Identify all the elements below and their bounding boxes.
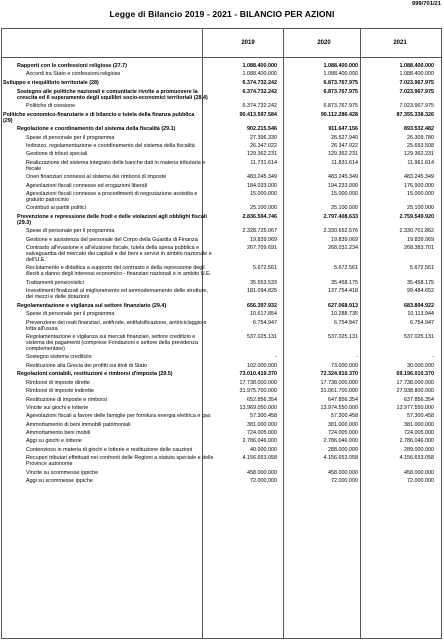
action-row bbox=[2, 245, 441, 263]
row-value-2019: 652.856.354 bbox=[247, 396, 277, 403]
program-row bbox=[2, 303, 441, 309]
action-row bbox=[2, 380, 441, 386]
row-value-2019: 19.839.069 bbox=[250, 236, 277, 243]
column-header-2019: 2019 bbox=[241, 40, 255, 46]
row-value-2020: 17.738.000.000 bbox=[320, 379, 358, 386]
page-number: 999/701/21 bbox=[411, 1, 441, 7]
action-row bbox=[2, 103, 441, 109]
row-value-2020: 6.873.767.975 bbox=[323, 88, 358, 95]
row-value-2019: 902.215.546 bbox=[247, 126, 277, 133]
row-value-2021: 268.383.701 bbox=[404, 245, 434, 252]
row-value-2020: 31.061.700.000 bbox=[320, 388, 358, 395]
row-value-2021: 10.113.944 bbox=[407, 311, 434, 318]
row-value-2020: 15.000.000 bbox=[331, 190, 358, 197]
row-value-2019: 381.000.000 bbox=[247, 421, 277, 428]
row-value-2019: 656.397.932 bbox=[247, 302, 277, 309]
row-value-2019: 13.969.050.000 bbox=[239, 404, 277, 411]
action-row bbox=[2, 354, 441, 360]
row-value-2021: 537.025.131 bbox=[404, 333, 434, 340]
row-value-2021: 15.000.000 bbox=[407, 190, 434, 197]
action-row bbox=[2, 478, 441, 484]
row-value-2019: 4.156.653.058 bbox=[242, 455, 277, 462]
action-row bbox=[2, 160, 441, 172]
row-value-2021: 5.672.561 bbox=[410, 265, 434, 272]
row-value-2019: 11.731.614 bbox=[250, 159, 277, 166]
row-value-2020: 26.527.940 bbox=[331, 134, 358, 141]
row-label: Restituzione alla Grecia dei profitti sui titoli di Stato bbox=[26, 362, 148, 369]
program-row bbox=[2, 63, 441, 69]
row-value-2019: 10.617.854 bbox=[250, 311, 277, 318]
budget-table bbox=[1, 28, 442, 639]
row-value-2021: 289.000.000 bbox=[404, 446, 434, 453]
row-value-2019: 31.975.700.000 bbox=[239, 388, 277, 395]
row-label: Indirizzo, regolamentazione e coordinamento del sistema della fiscalità bbox=[26, 142, 195, 149]
row-value-2019: 40.000.000 bbox=[250, 446, 277, 453]
row-value-2021: 30.000.000 bbox=[407, 362, 434, 369]
row-label: Restituzione di imposte e rimborsi bbox=[26, 396, 107, 403]
row-value-2019: 6.754.947 bbox=[253, 319, 277, 326]
row-label: Regolamentazione e vigilanza sul settore finanziario (29.4) bbox=[17, 302, 167, 309]
row-value-2021: 7.023.967.975 bbox=[399, 88, 434, 95]
row-value-2020: 72.000.000 bbox=[331, 478, 358, 485]
document-title: Legge di Bilancio 2019 - 2021 - BILANCIO PER AZIONI bbox=[109, 9, 335, 19]
action-row bbox=[2, 280, 441, 286]
row-value-2021: 25.100.000 bbox=[407, 205, 434, 212]
row-label: Reclutamento e didattica a supporto del contrasto e della repressione degli illeciti a danno degli interessi economico - finanziari nazionali e in ambito U.E. bbox=[26, 265, 212, 278]
action-row bbox=[2, 288, 441, 300]
row-value-2019: 15.000.000 bbox=[250, 190, 277, 197]
row-label: Realizzazione del sistema integrato delle banche dati in materia tributaria e fiscale bbox=[26, 159, 206, 172]
row-value-2020: 73.000.000 bbox=[331, 362, 358, 369]
row-value-2020: 72.324.910.370 bbox=[320, 371, 358, 378]
row-value-2020: 57.300.458 bbox=[331, 413, 358, 420]
row-value-2020: 268.031.234 bbox=[328, 245, 358, 252]
mission-row bbox=[2, 112, 441, 124]
row-value-2021: 724.005.000 bbox=[404, 430, 434, 437]
action-row bbox=[2, 405, 441, 411]
row-value-2020: 35.458.175 bbox=[331, 279, 358, 286]
row-value-2021: - bbox=[432, 354, 434, 361]
row-value-2021: 893.532.482 bbox=[404, 126, 434, 133]
action-row bbox=[2, 265, 441, 277]
row-value-2021: 1.088.400.000 bbox=[399, 63, 434, 69]
row-value-2020: 137.754.418 bbox=[328, 288, 358, 295]
row-value-2021: 35.458.175 bbox=[407, 279, 434, 286]
row-label: Oneri finanziari connessi al sistema dei rimborsi di imposte bbox=[26, 174, 167, 181]
row-label: Agevolazioni fiscali a favore delle famiglie per fornitura energia elettrica e gas bbox=[26, 413, 211, 420]
row-value-2021: 72.000.000 bbox=[407, 478, 434, 485]
row-value-2019: 1.088.400.000 bbox=[242, 63, 277, 69]
row-label: Rimborsi di imposte dirette bbox=[26, 379, 90, 386]
action-row bbox=[2, 447, 441, 453]
row-value-2021: 17.738.000.000 bbox=[396, 379, 434, 386]
row-value-2021: 7.023.967.975 bbox=[399, 102, 434, 109]
row-value-2021: 4.156.653.058 bbox=[399, 455, 434, 462]
row-value-2019: 537.025.131 bbox=[247, 333, 277, 340]
row-value-2019: 724.005.000 bbox=[247, 430, 277, 437]
action-row bbox=[2, 422, 441, 428]
row-label: Investimenti finalizzati al miglioramento ed ammodernamento delle strutture, dei mezzi e delle dotazioni bbox=[26, 288, 208, 301]
action-row bbox=[2, 363, 441, 369]
row-label: Regolazioni contabili, restituzioni e rimborsi d'imposta (29.5) bbox=[17, 371, 173, 378]
row-value-2019: 458.000.000 bbox=[247, 469, 277, 476]
program-row bbox=[2, 126, 441, 132]
row-value-2020: 537.025.131 bbox=[328, 333, 358, 340]
row-value-2019: 6.374.732.242 bbox=[242, 88, 277, 95]
row-label: Sostegno alle politiche nazionali e comunitarie rivolte a promuovere la crescita ed il superamento degli squilibri socio-economici territoriali (28.4) bbox=[17, 88, 208, 101]
row-label: Vincite sui giochi e lotterie bbox=[26, 404, 89, 411]
action-row bbox=[2, 143, 441, 149]
row-value-2020: 194.233.000 bbox=[328, 182, 358, 189]
row-value-2021: 57.300.458 bbox=[407, 413, 434, 420]
column-header-2020: 2020 bbox=[317, 40, 331, 46]
row-value-2020: 458.000.000 bbox=[328, 469, 358, 476]
row-value-2020: 6.754.947 bbox=[334, 319, 358, 326]
row-value-2019: 184.033.000 bbox=[247, 182, 277, 189]
row-label: Prevenzione dei reati finanziari, antifrode, antifalsificazione, antiriciclaggio e lotta all'usura bbox=[26, 319, 207, 332]
row-label: Regolazione e coordinamento del sistema della fiscalità (29.1) bbox=[17, 126, 176, 133]
row-label: Gestione e assistenza del personale del Corpo della Guardia di Finanza bbox=[26, 236, 198, 243]
row-value-2021: 26.309.780 bbox=[407, 134, 434, 141]
row-value-2019: 73.010.419.370 bbox=[239, 371, 277, 378]
row-value-2021: 1.088.400.000 bbox=[399, 71, 434, 78]
row-value-2019: 129.362.231 bbox=[247, 151, 277, 158]
row-label: Aggi su scommesse ippiche bbox=[26, 478, 93, 485]
row-label: Regolamentazione e vigilanza sui mercati finanziari, settore creditizio e sistema dei pagamenti (comprese Fondazioni e settore della previdenza complementare) bbox=[26, 333, 198, 352]
row-value-2020: 10.288.735 bbox=[331, 311, 358, 318]
row-value-2019: 181.094.825 bbox=[247, 288, 277, 295]
row-value-2020: 288.000.000 bbox=[328, 446, 358, 453]
row-value-2019: 6.374.732.242 bbox=[242, 102, 277, 109]
row-value-2019: 27.396.330 bbox=[250, 134, 277, 141]
row-value-2020: 2.797.408.633 bbox=[323, 213, 358, 220]
row-value-2021: 25.653.508 bbox=[407, 142, 434, 149]
action-row bbox=[2, 470, 441, 476]
row-value-2020: - bbox=[356, 354, 358, 361]
row-value-2020: 647.856.354 bbox=[328, 396, 358, 403]
action-row bbox=[2, 135, 441, 141]
action-row bbox=[2, 320, 441, 332]
column-header-2021: 2021 bbox=[393, 40, 407, 46]
row-value-2020: 483.245.349 bbox=[328, 174, 358, 181]
row-label: Politiche di coesione bbox=[26, 102, 76, 109]
row-value-2019: 26.347.022 bbox=[250, 142, 277, 149]
row-value-2020: 724.005.000 bbox=[328, 430, 358, 437]
row-label: Ammortamento di beni immobili patrimoniali bbox=[26, 421, 131, 428]
action-row bbox=[2, 183, 441, 189]
row-value-2020: 2.786.046.000 bbox=[323, 438, 358, 445]
action-row bbox=[2, 237, 441, 243]
row-value-2019: 6.374.732.242 bbox=[242, 79, 277, 86]
row-value-2020: 1.088.400.000 bbox=[323, 63, 358, 69]
row-label: Ammortamento beni mobili bbox=[26, 430, 91, 437]
row-value-2020: 19.839.069 bbox=[331, 236, 358, 243]
row-label: Sostegno sistema creditizio bbox=[26, 354, 92, 361]
row-value-2020: 911.647.156 bbox=[328, 126, 358, 133]
table-header bbox=[2, 29, 441, 58]
row-label: Gestione di tributi speciali bbox=[26, 151, 88, 158]
row-value-2021: 2.330.701.862 bbox=[399, 228, 434, 235]
row-value-2019: 72.000.000 bbox=[250, 478, 277, 485]
row-value-2021: 13.977.550.000 bbox=[396, 404, 434, 411]
row-value-2021: 69.196.010.370 bbox=[396, 371, 434, 378]
row-label: Prevenzione e repressione delle frodi e delle violazioni agli obblighi fiscali (29.3) bbox=[17, 213, 207, 226]
row-value-2021: 2.786.046.000 bbox=[399, 438, 434, 445]
action-row bbox=[2, 438, 441, 444]
row-value-2019: 35.553.533 bbox=[250, 279, 277, 286]
row-value-2020: 90.112.286.428 bbox=[320, 111, 358, 118]
row-value-2020: 25.100.000 bbox=[331, 205, 358, 212]
row-label: Recuperi tributari effettuati nei confronti delle Regioni a statuto speciale e delle Province autonome bbox=[26, 455, 214, 468]
action-row bbox=[2, 191, 441, 203]
row-value-2021: 176.900.000 bbox=[404, 182, 434, 189]
row-label: Spese di personale per il programma bbox=[26, 311, 115, 318]
row-value-2019: 102.000.000 bbox=[247, 362, 277, 369]
row-value-2019: 483.245.349 bbox=[247, 174, 277, 181]
row-value-2021: 2.759.549.920 bbox=[399, 213, 434, 220]
row-label: Contributi ai partiti politici bbox=[26, 205, 86, 212]
row-value-2021: 87.355.338.326 bbox=[396, 111, 434, 118]
row-label: Contenzioso in materia di giochi e lotterie e restituzione delle cauzioni bbox=[26, 446, 193, 453]
row-value-2020: 6.873.767.975 bbox=[323, 79, 358, 86]
row-value-2021: 7.023.967.975 bbox=[399, 79, 434, 86]
row-label: Contrasto all'evasione e all'elusione fiscale, tutela della spesa pubblica e salvaguardia del mercato dei capitali e dei beni e servizi in ambito nazionale e dell'U.E. bbox=[26, 245, 212, 264]
program-row bbox=[2, 371, 441, 377]
action-row bbox=[2, 228, 441, 234]
row-value-2020: 4.156.653.058 bbox=[323, 455, 358, 462]
row-value-2020: 11.831.614 bbox=[331, 159, 358, 166]
action-row bbox=[2, 397, 441, 403]
row-value-2020: 1.088.400.000 bbox=[323, 71, 358, 78]
row-value-2021: 683.894.922 bbox=[404, 302, 434, 309]
row-value-2020: 627.068.913 bbox=[328, 302, 358, 309]
row-value-2019: 5.672.561 bbox=[253, 265, 277, 272]
row-value-2021: 483.245.349 bbox=[404, 174, 434, 181]
row-value-2019: 90.413.597.584 bbox=[239, 111, 277, 118]
row-label: Politiche economico-finanziarie e di bilancio e tutela della finanza pubblica (29) bbox=[3, 111, 195, 124]
action-row bbox=[2, 430, 441, 436]
row-value-2020: 26.347.022 bbox=[331, 142, 358, 149]
row-value-2021: 11.961.614 bbox=[407, 159, 434, 166]
program-row bbox=[2, 89, 441, 101]
row-value-2019: 17.738.000.000 bbox=[239, 379, 277, 386]
row-value-2019: - bbox=[275, 354, 277, 361]
row-value-2020: 381.000.000 bbox=[328, 421, 358, 428]
row-value-2021: 99.484.652 bbox=[407, 288, 434, 295]
row-label: Spese di personale per il programma bbox=[26, 228, 115, 235]
row-label: Rimborsi di imposte indirette bbox=[26, 388, 95, 395]
row-value-2019: 2.836.594.746 bbox=[242, 213, 277, 220]
row-label: Rapporti con le confessioni religiose (27.7) bbox=[17, 63, 127, 69]
row-value-2020: 13.974.550.000 bbox=[320, 404, 358, 411]
row-value-2021: 381.000.000 bbox=[404, 421, 434, 428]
action-row bbox=[2, 334, 441, 352]
program-row bbox=[2, 214, 441, 226]
row-value-2021: 637.856.354 bbox=[404, 396, 434, 403]
row-value-2019: 25.100.000 bbox=[250, 205, 277, 212]
row-value-2021: 129.362.231 bbox=[404, 151, 434, 158]
action-row bbox=[2, 71, 441, 77]
row-label: Agevolazioni fiscali connesse ed erogazioni liberali bbox=[26, 182, 148, 189]
action-row bbox=[2, 205, 441, 211]
row-value-2021: 19.839.069 bbox=[407, 236, 434, 243]
row-value-2021: 6.754.947 bbox=[410, 319, 434, 326]
row-label: Agevolazioni fiscali connesse a procedimenti di negoziazione assistita e gratuito patrocinio bbox=[26, 190, 198, 203]
row-label: Accordi tra Stato e confessioni religiose bbox=[26, 71, 121, 78]
row-value-2019: 2.786.046.000 bbox=[242, 438, 277, 445]
row-label: Sviluppo e riequilibrio territoriale (28) bbox=[3, 79, 99, 86]
action-row bbox=[2, 311, 441, 317]
row-label: Spese di personale per il programma bbox=[26, 134, 115, 141]
row-value-2019: 1.088.400.000 bbox=[242, 71, 277, 78]
table-body bbox=[2, 63, 441, 486]
action-row bbox=[2, 455, 441, 467]
row-value-2020: 5.672.561 bbox=[334, 265, 358, 272]
row-value-2020: 129.362.231 bbox=[328, 151, 358, 158]
row-value-2019: 267.709.691 bbox=[247, 245, 277, 252]
row-value-2019: 2.328.725.067 bbox=[242, 228, 277, 235]
row-label: Vincite su scommesse ippiche bbox=[26, 469, 99, 476]
row-value-2020: 2.330.652.576 bbox=[323, 228, 358, 235]
row-label: Aggi su giochi e lotterie bbox=[26, 438, 82, 445]
row-value-2021: 458.000.000 bbox=[404, 469, 434, 476]
action-row bbox=[2, 174, 441, 180]
row-value-2020: 6.873.767.975 bbox=[323, 102, 358, 109]
row-label: Trattamenti pensionistici bbox=[26, 279, 84, 286]
action-row bbox=[2, 413, 441, 419]
action-row bbox=[2, 388, 441, 394]
row-value-2021: 27.938.800.000 bbox=[396, 388, 434, 395]
action-row bbox=[2, 151, 441, 157]
row-value-2019: 57.300.458 bbox=[250, 413, 277, 420]
mission-row bbox=[2, 80, 441, 86]
